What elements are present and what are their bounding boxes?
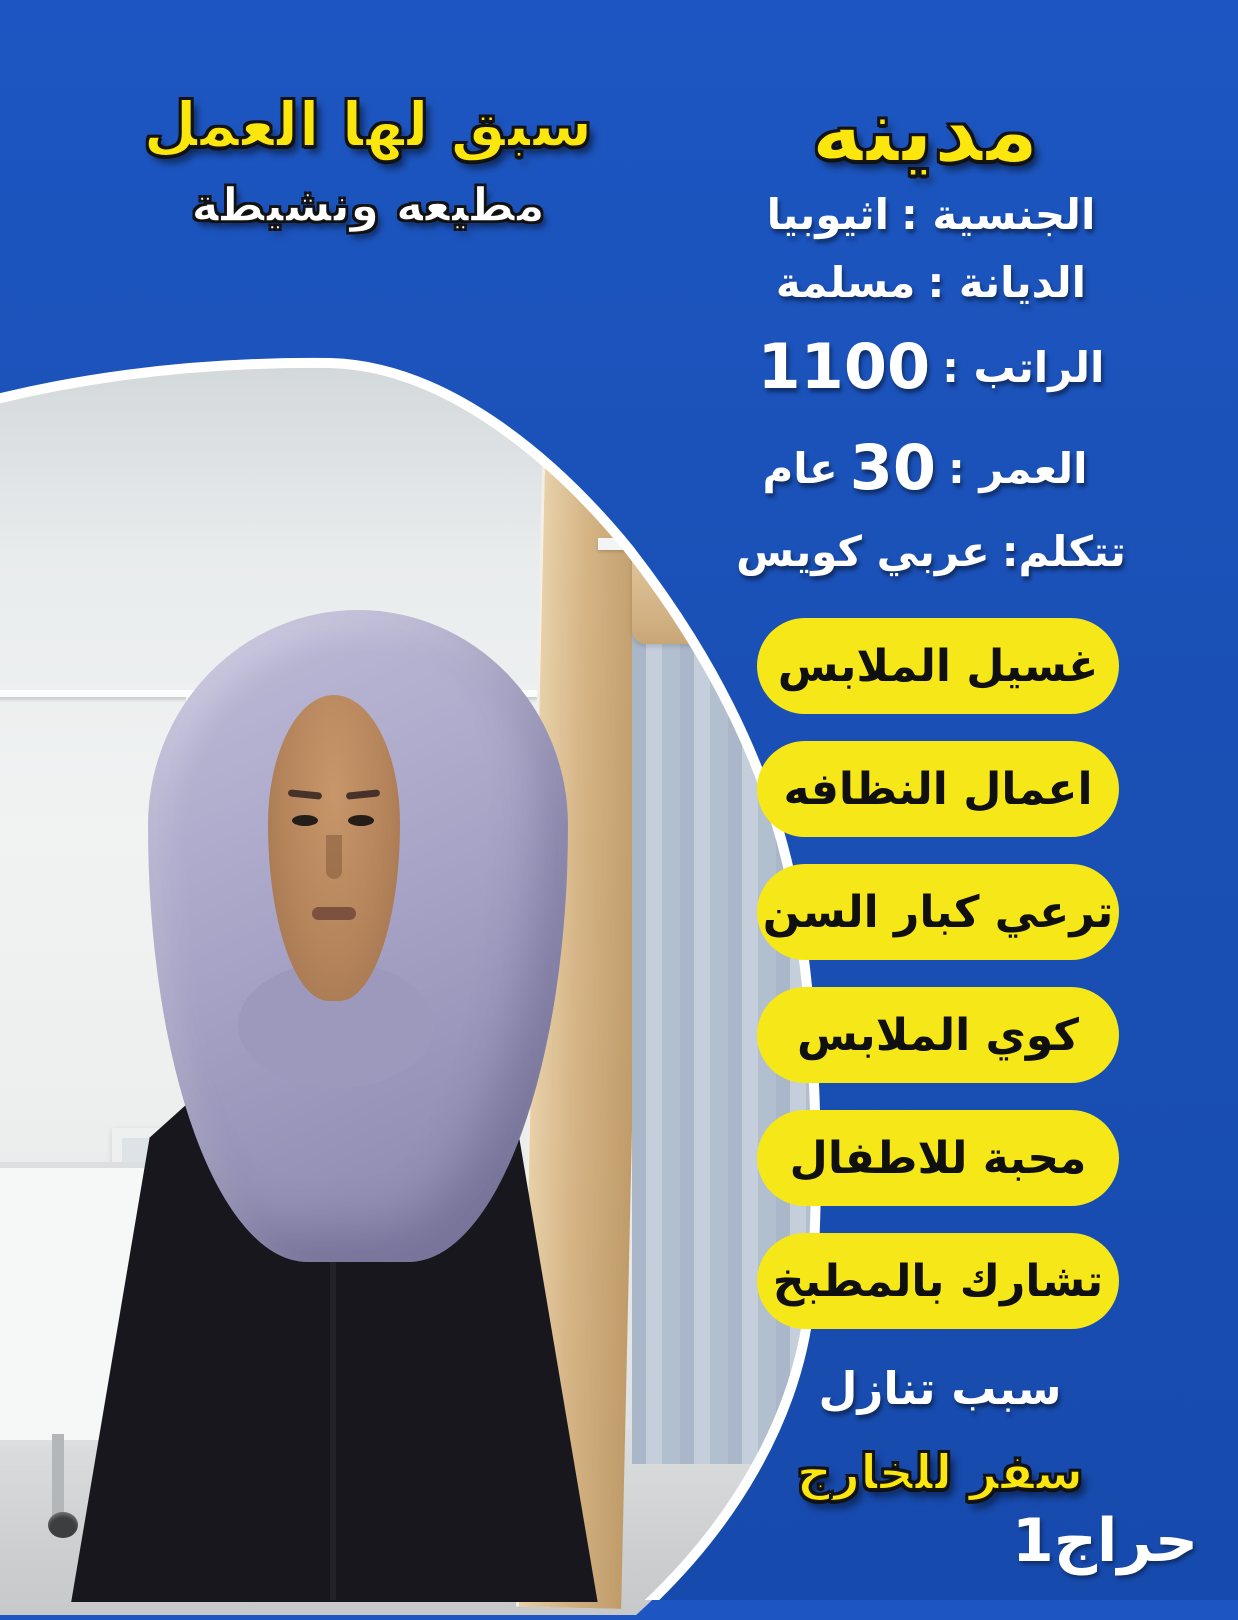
eyebrow-right — [346, 789, 381, 800]
watermark-haraj1: حراج1 — [1011, 1506, 1199, 1576]
eye-right — [348, 815, 374, 826]
eye-left — [292, 815, 318, 826]
age-suffix: عام — [762, 443, 838, 493]
religion-value: مسلمة — [775, 258, 916, 308]
skill-pill-ironing — [757, 987, 1119, 1083]
language-label: تتكلم: — [1001, 527, 1126, 577]
worker-name: مدينه — [811, 79, 1039, 182]
skill-pill-cleaning — [757, 741, 1119, 837]
waiver-reason-label: سبب تنازل — [818, 1362, 1062, 1415]
skill-label: كوي الملابس — [796, 1009, 1080, 1061]
age-value: 30 — [849, 430, 936, 504]
skill-pill-kitchen-help — [757, 1233, 1119, 1329]
age-label: العمر : — [947, 443, 1088, 493]
eyebrow-left — [288, 789, 323, 800]
waiver-reason-value: سفر للخارج — [796, 1444, 1084, 1501]
religion-label: الديانة : — [927, 258, 1087, 308]
language-line — [640, 518, 1210, 586]
age-line — [640, 418, 1210, 518]
nationality-line — [640, 181, 1210, 249]
skills-list — [757, 618, 1119, 1329]
experience-title: سبق لها العمل — [143, 88, 593, 161]
salary-label: الراتب : — [942, 343, 1105, 393]
salary-value: 1100 — [757, 330, 931, 404]
skill-label: تشارك بالمطبخ — [772, 1255, 1104, 1307]
caster-wheel — [48, 1512, 78, 1538]
skill-label: محبة للاطفال — [789, 1132, 1087, 1184]
skill-pill-laundry — [757, 618, 1119, 714]
language-value: عربي كويس — [736, 527, 990, 577]
skill-pill-loves-children — [757, 1110, 1119, 1206]
profile-info — [640, 80, 1210, 586]
nationality-value: اثيوبيا — [766, 190, 889, 240]
skill-label: غسيل الملابس — [777, 640, 1099, 692]
nose — [326, 835, 342, 879]
skill-label: اعمال النظافه — [783, 763, 1093, 815]
skill-label: ترعي كبار السن — [762, 886, 1114, 938]
salary-line — [640, 317, 1210, 417]
mouth — [312, 907, 356, 920]
experience-block — [108, 86, 628, 233]
religion-line — [640, 249, 1210, 317]
whiteboard-stand — [52, 1434, 64, 1518]
traits-subtitle: مطيعه ونشيطة — [191, 177, 545, 233]
skill-pill-elderly-care — [757, 864, 1119, 960]
nationality-label: الجنسية : — [900, 190, 1096, 240]
